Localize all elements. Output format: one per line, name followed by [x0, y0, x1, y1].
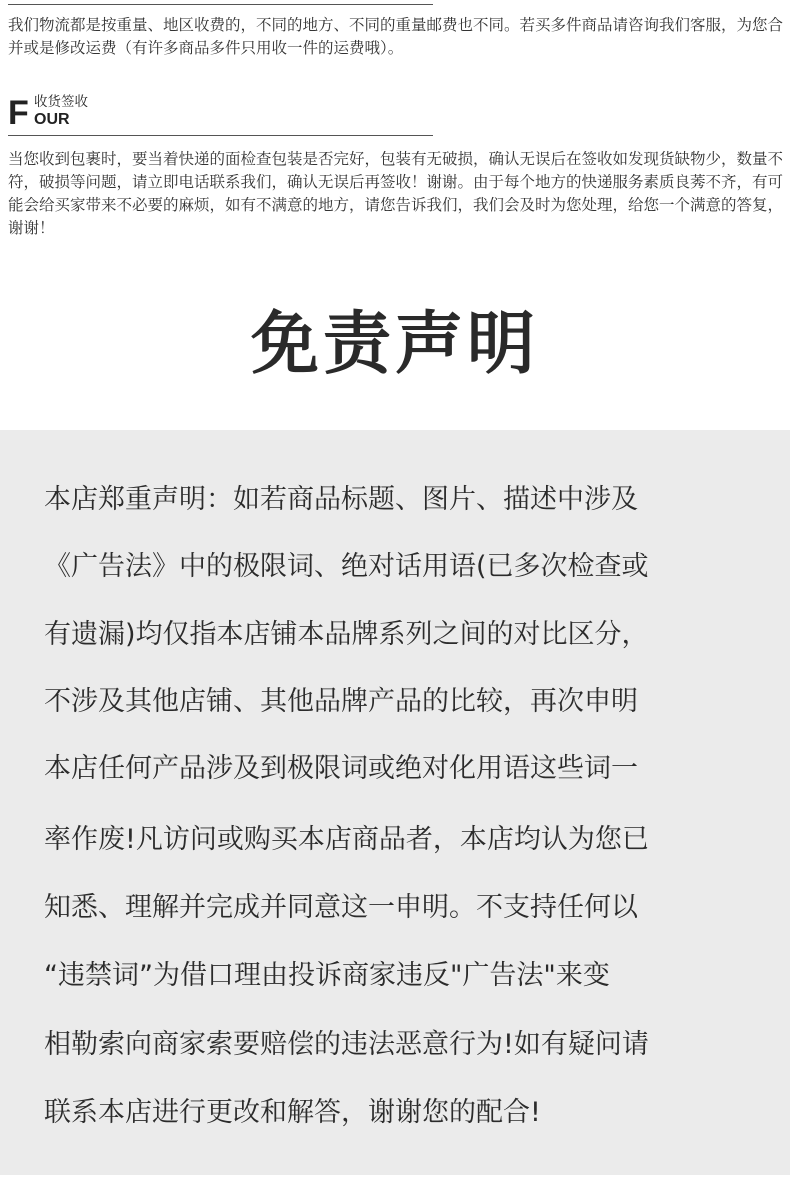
section-word: OUR [34, 111, 70, 128]
disclaimer-line: 知悉、理解并完成并同意这一申明。不支持任何以 [44, 892, 638, 923]
section-subtitle: 收货签收 [34, 94, 88, 110]
disclaimer-line: “违禁词”为借口理由投诉商家违反"广告法"来变 [44, 960, 610, 991]
top-divider [8, 4, 433, 5]
disclaimer-line: 相勒索向商家索要赔偿的违法恶意行为!如有疑问请 [44, 1029, 649, 1060]
disclaimer-line: 不涉及其他店铺、其他品牌产品的比较，再次申明 [44, 686, 638, 717]
shipping-notice: 我们物流都是按重量、地区收费的，不同的地方、不同的重量邮费也不同。若买多件商品请咨询我们客服，为您合并或是修改运费（有许多商品多件只用收一件的运费哦）。 [8, 16, 784, 57]
disclaimer-line: 率作废!凡访问或购买本店商品者，本店均认为您已 [44, 824, 649, 855]
receipt-notice: 当您收到包裹时，要当着快递的面检查包装是否完好，包装有无破损，确认无误后在签收如发现货缺物少，数量不符，破损等问题，请立即电话联系我们，确认无误后再签收！谢谢。由于每个地方的快递服务素质良莠不齐，有可能会给买家带来不必要的麻烦，如有不满意的地方，请您告诉我们，我们会及时为您处理，给您一个满意的答复，谢谢！ [8, 150, 784, 237]
disclaimer-line: 本店郑重声明：如若商品标题、图片、描述中涉及 [44, 484, 638, 515]
disclaimer-line: 联系本店进行更改和解答，谢谢您的配合! [44, 1097, 541, 1128]
disclaimer-panel [0, 430, 790, 1175]
disclaimer-title: 免责声明 [250, 305, 539, 384]
disclaimer-line: 《广告法》中的极限词、绝对话用语(已多次检查或 [44, 551, 649, 582]
section-header-four [8, 94, 438, 138]
disclaimer-line: 有遗漏)均仅指本店铺本品牌系列之间的对比区分， [44, 619, 649, 650]
section-divider [8, 135, 433, 136]
disclaimer-line: 本店任何产品涉及到极限词或绝对化用语这些词一 [44, 753, 638, 784]
section-letter: F [8, 94, 29, 132]
